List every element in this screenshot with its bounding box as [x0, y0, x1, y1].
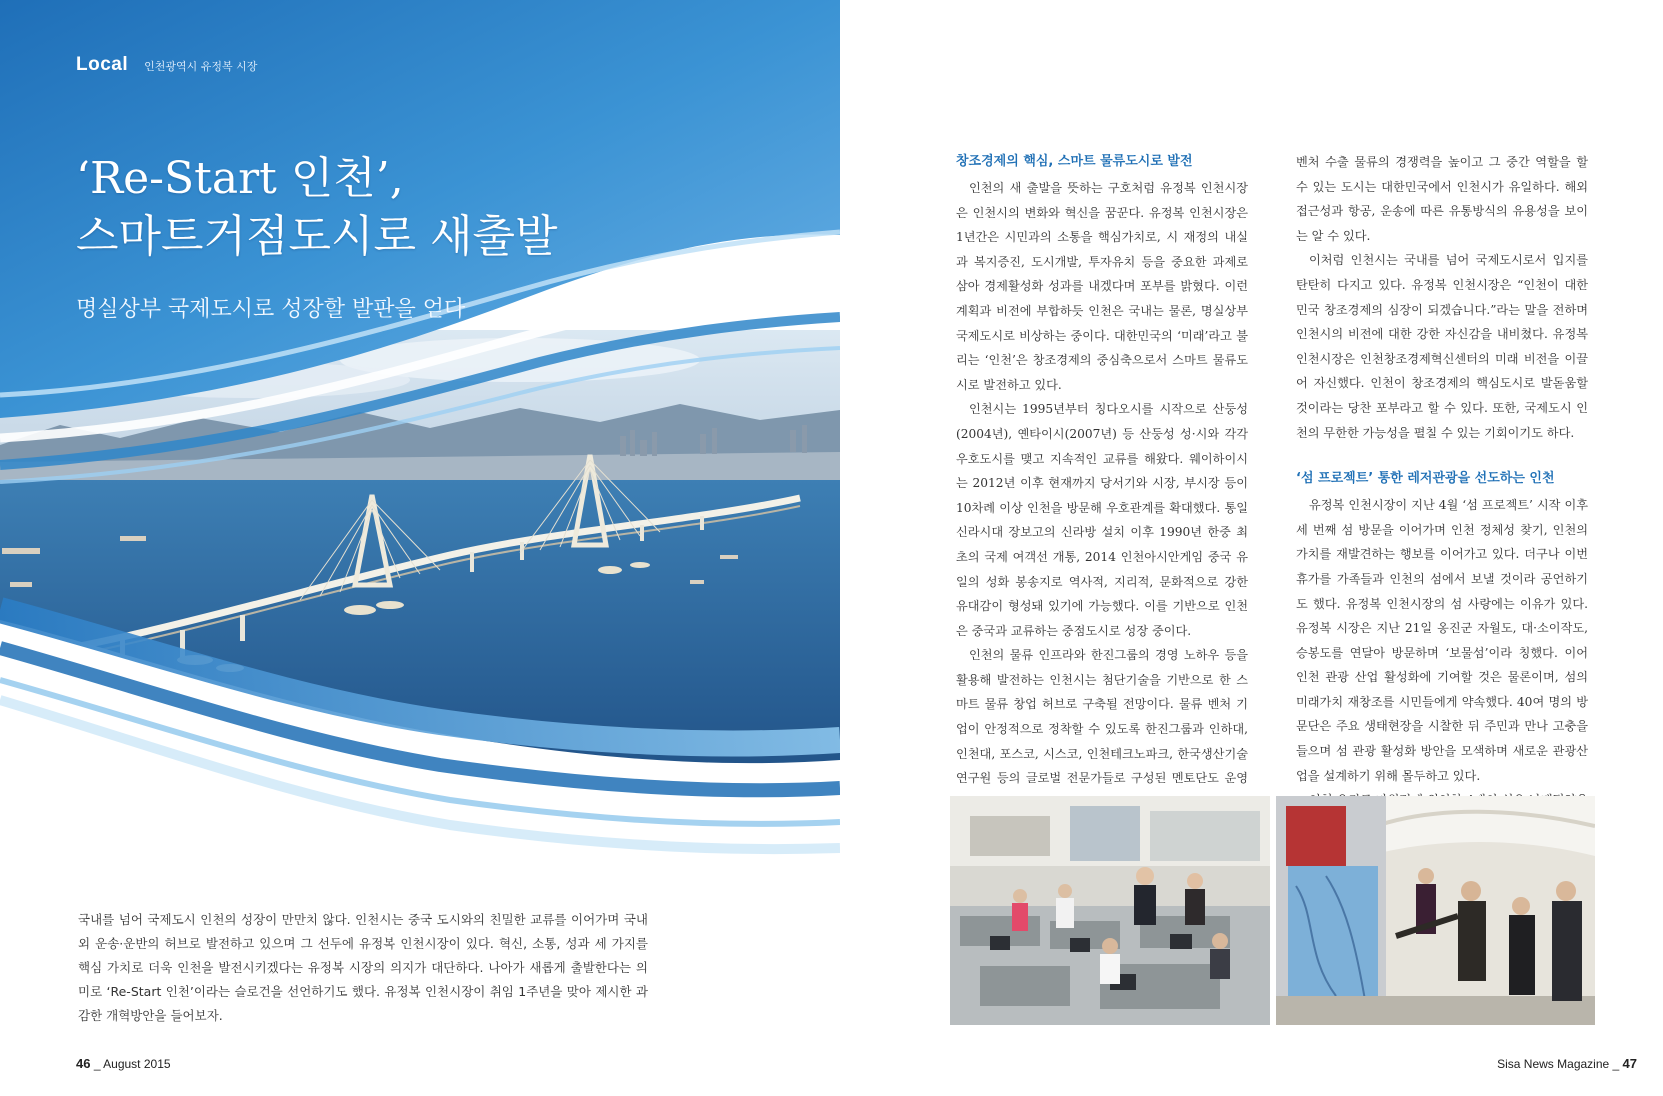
right-magazine: Sisa News Magazine _	[1497, 1057, 1620, 1071]
article-column-1	[956, 150, 1248, 865]
headline-line-2: 스마트거점도시로 새출발	[76, 211, 558, 262]
column-1-paragraph: 인천의 새 출발을 뜻하는 구호처럼 유정복 인천시장은 인천시의 변화와 혁신을 꿈꾼다. 유정복 인천시장은 1년간은 시민과의 소통을 핵심가치로, 시 재정의 내실과 복지증진, 도시개발, 투자유치 등을 중요한 과제로 삼아 경제활성화 성과를 내겠다며 포부를 밝혔다. 이런 계획과 비전에 부합하듯 인천은 국내는 물론, 명실상부 국제도시로 비상하는 중이다. 대한민국의 ‘미래’라고 불리는 ‘인천’은 창조경제의 중심축으로서 스마트 물류도시로 발전하고 있다.	[956, 181, 1248, 392]
paragraph-gap	[1296, 445, 1588, 467]
section-subtitle: 인천광역시 유정복 시장	[144, 60, 258, 73]
right-page-number: 47	[1622, 1056, 1637, 1071]
subheadline: 명실상부 국제도시로 성장할 발판을 얻다	[76, 297, 466, 322]
column-2-paragraph: 유정복 인천시장이 지난 4월 ‘섬 프로젝트’ 시작 이후 세 번째 섬 방문을 이어가며 인천 정체성 찾기, 인천의 가치를 재발견하는 행보를 이어가고 있다. 더구나 이번 휴가를 가족들과 인천의 섬에서 보낼 것이라 공언하기도 했다. 유정복 인천시장의 섬 사랑에는 이유가 있다. 유정복 시장은 지난 21일 옹진군 자월도, 대·소이작도, 승봉도를 연달아 방문하며 ‘보물섬’이라 칭했다. 이어 인천 관광 산업 활성화에 기여할 것은 물론이며, 섬의 미래가치 재창조를 시민들에게 약속했다. 40여 명의 방문단은 주요 생태현장을 시찰한 뒤 주민과 만나 고충을 들으며 섬 관광 활성화 방안을 모색하며 새로운 관광산업을 설계하기 위해 몰두하고 있다.	[1296, 498, 1588, 783]
section-label	[76, 54, 257, 76]
control-room-illustration	[950, 796, 1270, 1025]
headline-line-1: ‘Re-Start 인천’,	[76, 153, 404, 204]
column-1-paragraph: 인천의 물류 인프라와 한진그룹의 경영 노하우 등을 활용해 발전하는 인천시는 첨단기술을 기반으로 한 스마트 물류 창업 허브로 구축될 전망이다. 물류 벤처 기업이 안정적으로 정착할 수 있도록 한진그룹과 인하대, 인천대, 포스코, 시스코, 인천테크노파크, 한국생산기술연구원 등의 글로벌 전문가들로 구성된 멘토단도 운영	[956, 648, 1248, 786]
hero-illustration	[0, 0, 840, 905]
folio-right	[1497, 1056, 1637, 1071]
left-issue: _ August 2015	[93, 1057, 171, 1071]
column-1-paragraph: 인천시는 1995년부터 칭다오시를 시작으로 산둥성(2004년), 옌타이시(2007년) 등 산둥성 성·시와 각각 우호도시를 맺고 지속적인 교류를 해왔다. 웨이하이시는 2012년 이후 현재까지 당서기와 시장, 부시장 등이 10차례 이상 인천을 방문해 우호관계를 확대했다. 통일신라시대 장보고의 신라방 설치 이후 1990년 한중 최초의 국제 여객선 개통, 2014 인천아시안게임 중국 유일의 성화 봉송지로 역사적, 지리적, 문화적으로 강한 유대감이 형성돼 있기에 가능했다. 이를 기반으로 인천은 중국과 교류하는 중점도시로 성장 중이다.	[956, 402, 1248, 638]
hero-graphic	[0, 0, 840, 905]
folio-left	[76, 1056, 171, 1071]
column-2-paragraph: 이처럼 인천시는 국내를 넘어 국제도시로서 입지를 탄탄히 다지고 있다. 유정복 인천시장은 “인천이 대한민국 창조경제의 심장이 되겠습니다.”라는 말을 전하며 인천시의 비전에 대한 강한 자신감을 내비쳤다. 유정복 인천시장은 인천창조경제혁신센터의 미래 비전을 이끌어 자신했다. 인천이 창조경제의 핵심도시로 발돋움할 것이라는 당찬 포부라고 할 수 있다. 또한, 국제도시 인천의 무한한 가능성을 펼칠 수 있는 기회이기도 하다.	[1296, 253, 1588, 440]
photo-map-wall	[1276, 796, 1595, 1025]
headline	[76, 150, 776, 266]
left-page-number: 46	[76, 1056, 91, 1071]
lead-paragraph: 국내를 넘어 국제도시 인천의 성장이 만만치 않다. 인천시는 중국 도시와의 친밀한 교류를 이어가며 국내외 운송·운반의 허브로 발전하고 있으며 그 선두에 유정복 인천시장이 있다. 혁신, 소통, 성과 세 가지를 핵심 가치로 더욱 인천을 발전시키겠다는 유정복 시장의 의지가 대단하다. 나아가 새롭게 출발한다는 의미로 ‘Re-Start 인천’이라는 슬로건을 선언하기도 했다. 유정복 인천시장이 취임 1주년을 맞아 제시한 과감한 개혁방안을 들어보자.	[78, 912, 648, 1023]
article-column-2	[1296, 150, 1588, 837]
section-word: Local	[76, 54, 129, 75]
photo-control-room	[950, 796, 1270, 1025]
column-1-heading: 창조경제의 핵심, 스마트 물류도시로 발전	[956, 154, 1193, 169]
column-2-heading: ‘섬 프로젝트’ 통한 레저관광을 선도하는 인천	[1296, 471, 1555, 487]
column-2-paragraph: 벤처 수출 물류의 경쟁력을 높이고 그 중간 역할을 할 수 있는 도시는 대한민국에서 인천시가 유일하다. 해외 접근성과 항공, 운송에 따른 유통방식의 유용성을 보이는 알 수 있다.	[1296, 155, 1588, 243]
map-wall-illustration	[1276, 796, 1595, 1025]
right-page	[840, 0, 1663, 1096]
